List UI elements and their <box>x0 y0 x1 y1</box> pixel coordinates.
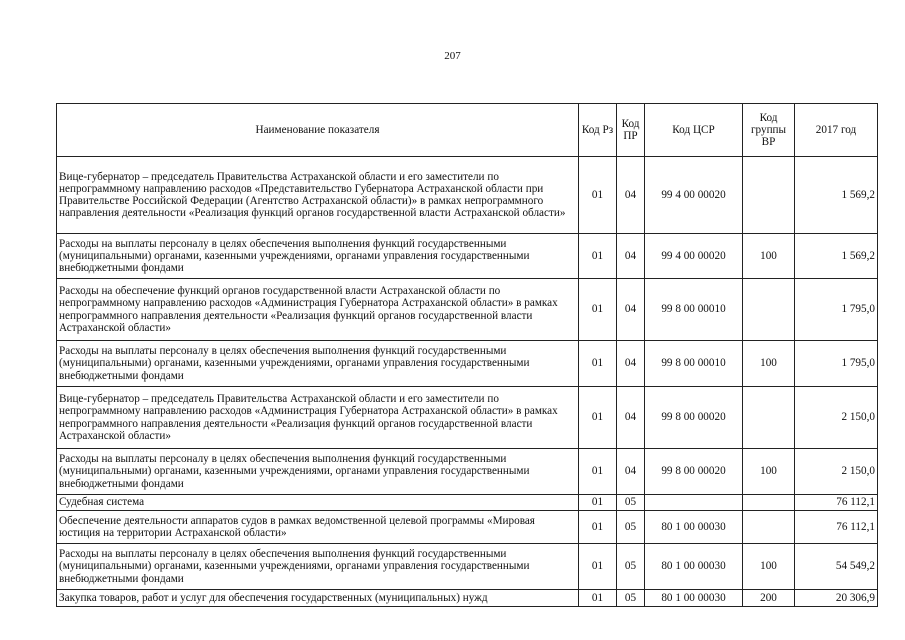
table-row <box>57 511 878 544</box>
cell-vr: 100 <box>743 234 795 279</box>
cell-rz: 01 <box>579 387 617 449</box>
cell-rz: 01 <box>579 544 617 590</box>
cell-csr: 99 8 00 00020 <box>645 387 743 449</box>
cell-vr <box>743 511 795 544</box>
header-rz: Код Рз <box>579 104 617 157</box>
cell-name: Закупка товаров, работ и услуг для обеспечения государственных (муниципальных) нужд <box>57 590 579 607</box>
cell-pr: 04 <box>617 387 645 449</box>
cell-rz: 01 <box>579 511 617 544</box>
table-row <box>57 279 878 341</box>
table-header <box>57 104 878 157</box>
cell-pr: 04 <box>617 234 645 279</box>
cell-amount: 1 795,0 <box>795 341 878 387</box>
table-row <box>57 234 878 279</box>
cell-rz: 01 <box>579 449 617 495</box>
cell-rz: 01 <box>579 234 617 279</box>
table-row <box>57 590 878 607</box>
page-number: 207 <box>444 50 461 62</box>
cell-csr <box>645 495 743 511</box>
cell-rz: 01 <box>579 157 617 234</box>
cell-pr: 05 <box>617 544 645 590</box>
cell-csr: 99 8 00 00010 <box>645 279 743 341</box>
cell-vr: 100 <box>743 449 795 495</box>
cell-vr <box>743 495 795 511</box>
cell-rz: 01 <box>579 495 617 511</box>
table-row <box>57 449 878 495</box>
cell-csr: 99 8 00 00010 <box>645 341 743 387</box>
cell-vr: 100 <box>743 544 795 590</box>
header-row <box>57 104 878 157</box>
cell-csr: 99 8 00 00020 <box>645 449 743 495</box>
cell-csr: 80 1 00 00030 <box>645 511 743 544</box>
cell-csr: 99 4 00 00020 <box>645 234 743 279</box>
table-body <box>57 157 878 607</box>
cell-name: Вице-губернатор – председатель Правительства Астраханской области и его заместители по непрограммному направлению расходов «Представительство Губернатора Астраханской области при Правительстве Российской Федерации (Агентство Астраханской области)» в рамках непрограммного направления деятельности «Реализация функций органов государственной власти Астраханской области» <box>57 157 579 234</box>
header-vr: Код группы ВР <box>743 104 795 157</box>
cell-csr: 80 1 00 00030 <box>645 544 743 590</box>
cell-amount: 54 549,2 <box>795 544 878 590</box>
table-row <box>57 495 878 511</box>
cell-vr <box>743 387 795 449</box>
cell-amount: 76 112,1 <box>795 495 878 511</box>
cell-name: Вице-губернатор – председатель Правительства Астраханской области и его заместители по непрограммному направлению расходов «Администрация Губернатора Астраханской области» в рамках непрограммного направления деятельности «Реализация функций органов государственной власти Астраханской области» <box>57 387 579 449</box>
cell-rz: 01 <box>579 279 617 341</box>
cell-vr <box>743 157 795 234</box>
table-row <box>57 341 878 387</box>
cell-name: Расходы на выплаты персоналу в целях обеспечения выполнения функций государственными (муниципальными) органами, казенными учреждениями, органами управления государственными внебюджетными фондами <box>57 341 579 387</box>
cell-csr: 99 4 00 00020 <box>645 157 743 234</box>
cell-rz: 01 <box>579 590 617 607</box>
cell-pr: 04 <box>617 449 645 495</box>
cell-pr: 05 <box>617 511 645 544</box>
header-pr: Код ПР <box>617 104 645 157</box>
cell-pr: 04 <box>617 157 645 234</box>
cell-amount: 2 150,0 <box>795 449 878 495</box>
header-name: Наименование показателя <box>57 104 579 157</box>
cell-pr: 05 <box>617 495 645 511</box>
cell-vr: 100 <box>743 341 795 387</box>
cell-name: Расходы на выплаты персоналу в целях обеспечения выполнения функций государственными (муниципальными) органами, казенными учреждениями, органами управления государственными внебюджетными фондами <box>57 544 579 590</box>
cell-amount: 76 112,1 <box>795 511 878 544</box>
cell-pr: 05 <box>617 590 645 607</box>
cell-name: Расходы на выплаты персоналу в целях обеспечения выполнения функций государственными (муниципальными) органами, казенными учреждениями, органами управления государственными внебюджетными фондами <box>57 234 579 279</box>
table-row <box>57 157 878 234</box>
cell-amount: 20 306,9 <box>795 590 878 607</box>
table-row <box>57 544 878 590</box>
cell-name: Расходы на выплаты персоналу в целях обеспечения выполнения функций государственными (муниципальными) органами, казенными учреждениями, органами управления государственными внебюджетными фондами <box>57 449 579 495</box>
cell-amount: 1 795,0 <box>795 279 878 341</box>
cell-name: Расходы на обеспечение функций органов государственной власти Астраханской области по непрограммному направлению расходов «Администрация Губернатора Астраханской области» в рамках непрограммного направления деятельности «Реализация функций органов государственной власти Астраханской области» <box>57 279 579 341</box>
header-year: 2017 год <box>795 104 878 157</box>
table-row <box>57 387 878 449</box>
header-csr: Код ЦСР <box>645 104 743 157</box>
cell-pr: 04 <box>617 341 645 387</box>
cell-vr <box>743 279 795 341</box>
cell-name: Судебная система <box>57 495 579 511</box>
cell-amount: 1 569,2 <box>795 234 878 279</box>
cell-amount: 1 569,2 <box>795 157 878 234</box>
cell-vr: 200 <box>743 590 795 607</box>
cell-pr: 04 <box>617 279 645 341</box>
cell-name: Обеспечение деятельности аппаратов судов в рамках ведомственной целевой программы «Мировая юстиция на территории Астраханской области» <box>57 511 579 544</box>
cell-amount: 2 150,0 <box>795 387 878 449</box>
cell-rz: 01 <box>579 341 617 387</box>
cell-csr: 80 1 00 00030 <box>645 590 743 607</box>
budget-table <box>56 103 878 607</box>
